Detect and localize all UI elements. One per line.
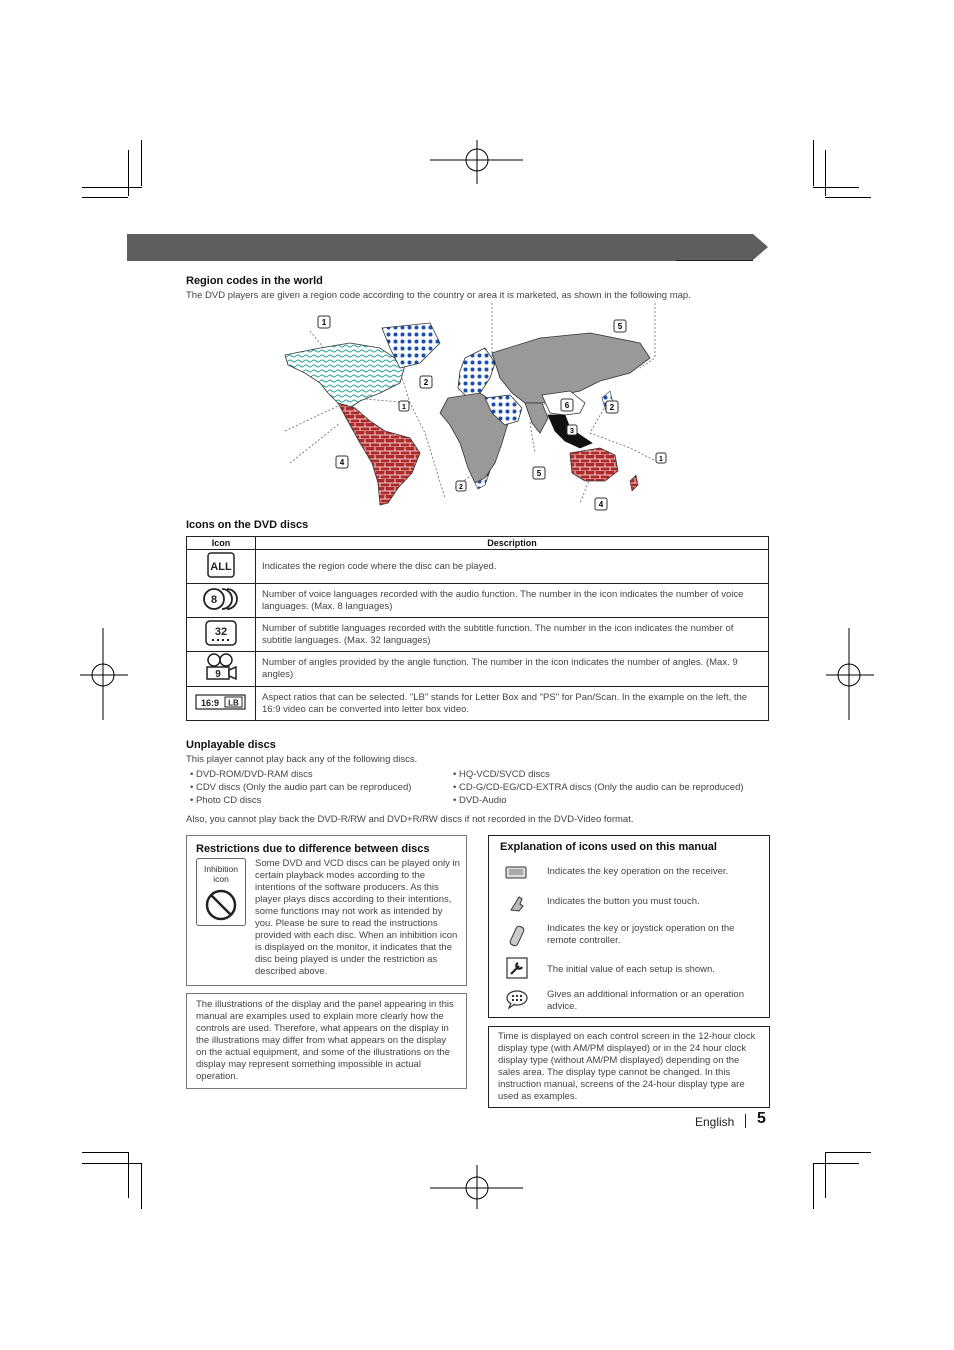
- list-item: • DVD-ROM/DVD-RAM discs: [190, 769, 313, 780]
- inhibition-caption: Inhibition icon: [203, 864, 239, 884]
- icon-description: Aspect ratios that can be selected. "LB" stands for Letter Box and "PS" for Pan/Scan. In the example on the left, the 16:9 video can be converted into letter box video.: [256, 687, 769, 721]
- restrictions-box: [186, 835, 467, 986]
- map-label: 6: [564, 401, 570, 410]
- footer-divider: [745, 1114, 746, 1128]
- crop-mark: [141, 140, 142, 186]
- crop-mark: [825, 197, 871, 198]
- crop-mark: [82, 1163, 142, 1164]
- unplayable-title: Unplayable discs: [186, 739, 276, 751]
- crop-mark: [82, 197, 128, 198]
- explanation-title: Explanation of icons used on this manual: [500, 841, 717, 853]
- map-label: 2: [423, 378, 429, 387]
- crop-mark: [82, 1152, 128, 1153]
- icon-description: Number of voice languages recorded with the audio function. The number in the icon indicates the number of voice languages. (Max. 8 languages): [256, 584, 769, 618]
- section-header-bar: [127, 234, 753, 261]
- list-item: Indicates the button you must touch.: [489, 888, 769, 918]
- list-item: • CD-G/CD-EG/CD-EXTRA discs (Only the audio can be reproduced): [453, 782, 744, 793]
- list-item: • HQ-VCD/SVCD discs: [453, 769, 550, 780]
- section-header-arrow: [753, 234, 768, 260]
- crop-mark: [141, 1163, 142, 1209]
- all-region-icon: [206, 551, 236, 579]
- wrench-icon: [506, 957, 528, 979]
- svg-text:32: 32: [214, 625, 228, 638]
- list-item: The initial value of each setup is shown.: [489, 956, 769, 986]
- table-row: [187, 584, 769, 618]
- crop-mark: [825, 150, 826, 196]
- crop-mark: [128, 150, 129, 196]
- region-title: Region codes in the world: [186, 275, 323, 287]
- crop-mark: [813, 1163, 859, 1164]
- illustrations-note-box: [186, 993, 467, 1089]
- icon-description: Number of subtitle languages recorded with the subtitle function. The number in the icon indicates the number of subtitle languages. (Max. 32 languages): [256, 618, 769, 652]
- time-note: Time is displayed on each control screen in the 12-hour clock display type (with AM/PM displayed) or in the 24 hour clock display type (without AM/PM displayed) depending on the sales area. The display type cannot be changed. In this instruction manual, screens of the 24-hour display type are used as examples.: [498, 1031, 756, 1102]
- registration-mark-top: [430, 140, 525, 185]
- unplayable-intro: This player cannot play back any of the following discs.: [186, 754, 418, 765]
- explanation-box: [488, 835, 770, 1018]
- inhibition-icon: [204, 888, 238, 922]
- icon-description: Number of angles provided by the angle function. The number in the icon indicates the number of angles. (Max. 9 angles): [256, 652, 769, 687]
- description-column-header: Description: [256, 537, 769, 550]
- map-label: 1: [402, 404, 406, 411]
- svg-text:8: 8: [210, 593, 218, 606]
- svg-text:9: 9: [215, 669, 221, 680]
- map-label: 1: [321, 318, 327, 327]
- svg-text:ALL: ALL: [210, 560, 232, 573]
- list-item: Indicates the key or joystick operation on the remote controller.: [489, 922, 769, 952]
- inhibition-icon-frame: [196, 858, 246, 926]
- crop-mark: [813, 187, 859, 188]
- map-label: 4: [339, 458, 345, 467]
- touch-finger-icon: [507, 894, 527, 914]
- audio-languages-icon: [201, 585, 241, 613]
- table-row: [187, 687, 769, 721]
- map-label: 5: [536, 469, 542, 478]
- map-label: 1: [659, 456, 663, 463]
- list-item: • DVD-Audio: [453, 795, 507, 806]
- registration-mark-left: [80, 628, 130, 723]
- list-item: Indicates the key operation on the receiver.: [489, 858, 769, 888]
- map-label: 4: [598, 500, 604, 509]
- list-item: • CDV discs (Only the audio part can be reproduced): [190, 782, 412, 793]
- camera-angles-icon: [203, 652, 239, 682]
- receiver-key-icon: [505, 866, 527, 880]
- svg-text:LB: LB: [228, 698, 239, 707]
- unplayable-note: Also, you cannot play back the DVD-R/RW and DVD+R/RW discs if not recorded in the DVD-Video format.: [186, 814, 634, 825]
- time-note-box: [488, 1026, 770, 1108]
- registration-mark-bottom: [430, 1165, 525, 1210]
- remote-controller-icon: [507, 925, 527, 947]
- table-row: [187, 652, 769, 687]
- subtitle-languages-icon: [204, 619, 238, 647]
- icon-description: Indicates the region code where the disc can be played.: [256, 550, 769, 584]
- footer-language: English: [695, 1115, 735, 1129]
- restrictions-text: Some DVD and VCD discs can be played only in certain playback modes according to the intentions of the software producers. As this player plays discs according to their intentions, some functions may not work as intended by you. Please be sure to read the instructions provided with each disc. When an inhibition icon is displayed on the monitor, it indicates that the disc being played is under the restriction as described above.: [255, 858, 460, 977]
- restrictions-title: Restrictions due to difference between discs: [196, 843, 430, 855]
- table-row: [187, 618, 769, 652]
- crop-mark: [813, 1163, 814, 1209]
- list-item: Gives an additional information or an operation advice.: [489, 986, 769, 1016]
- icons-table: [186, 536, 769, 721]
- crop-mark: [128, 1152, 129, 1198]
- crop-mark: [825, 1152, 871, 1153]
- aspect-ratio-icon: [195, 692, 247, 712]
- region-map: [280, 303, 680, 513]
- list-item: • Photo CD discs: [190, 795, 262, 806]
- icon-column-header: Icon: [187, 537, 256, 550]
- region-intro: The DVD players are given a region code according to the country or area it is marketed, as shown in the following map.: [186, 290, 691, 301]
- crop-mark: [813, 140, 814, 186]
- section-header-underline: [676, 260, 753, 261]
- map-label: 2: [609, 403, 615, 412]
- crop-mark: [825, 1152, 826, 1198]
- crop-mark: [82, 187, 142, 188]
- map-label: 3: [570, 428, 574, 435]
- registration-mark-right: [826, 628, 876, 723]
- svg-text:16:9: 16:9: [200, 697, 220, 708]
- icons-title: Icons on the DVD discs: [186, 519, 309, 531]
- speech-bubble-icon: [505, 989, 529, 1009]
- table-row: [187, 550, 769, 584]
- illustrations-note: The illustrations of the display and the panel appearing in this manual are examples used to explain more clearly how the controls are used. Therefore, what appears on the display in the illustrations may differ from what appears on the display on the actual equipment, and some of the illustrations on the display may represent something impossible in actual operation.: [196, 999, 454, 1082]
- map-label: 5: [617, 322, 623, 331]
- map-label: 2: [459, 484, 463, 491]
- page-number: 5: [757, 1110, 766, 1127]
